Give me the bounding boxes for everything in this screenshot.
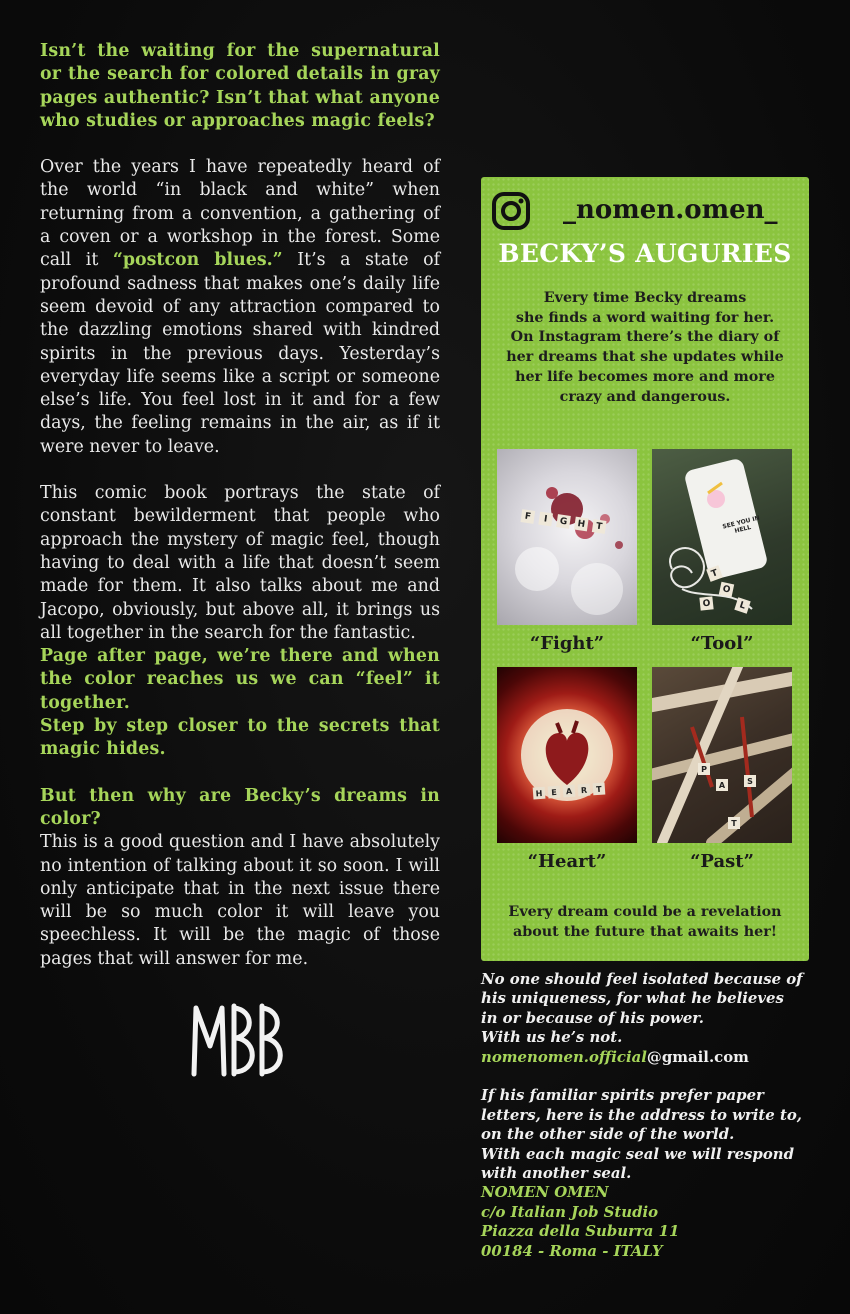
contact-line: With us he’s not. [481,1028,623,1047]
contact-line: his uniqueness, for what he believes [481,989,784,1008]
photo-past [652,667,792,843]
letter-tile: I [538,512,553,527]
caption-tool: “Tool” [690,633,754,654]
letter-tile: T [728,817,740,829]
panel-title: BECKY’S AUGURIES [498,239,792,268]
address-line: 00184 - Roma - ITALY [481,1241,663,1260]
address-line: c/o Italian Job Studio [481,1202,659,1221]
letter-tile: A [716,779,728,791]
caption-past: “Past” [690,851,754,872]
letter-tile: A [563,785,576,798]
paragraph-postcon: Over the years I have repeatedly heard of the world “in black and white” when returning from a convention, a gathering of a coven or a workshop in the forest. Some call it “postcon blues.” It’s a state of profound sadness that makes one’s daily life seem devoid of any attraction compared to the dazzling emotions shared with kindred spirits in the previous days. Yesterday’s everyday life seems like a script or someone else’s life. You feel lost in it and for a few days, the feeling remains in the air, as if it were never to leave. [40,157,441,457]
instagram-row [491,189,801,233]
contact-line: letters, here is the address to write to, [481,1105,802,1124]
contact-block [481,970,821,1261]
instagram-handle[interactable]: _nomen.omen_ [563,195,778,225]
instagram-icon[interactable] [491,191,531,231]
contact-line: on the other side of the world. [481,1125,735,1144]
becky-auguries-panel [481,177,809,961]
email-link[interactable]: nomenomen.official@gmail.com [481,1047,749,1066]
letter-tile: T [706,565,723,582]
postcon-blues-highlight: “postcon blues.” [112,250,283,271]
letter-tile: P [698,763,710,775]
highlight-page-after-page: Page after page, we’re there and when the color reaches us we can “feel” it together. [40,646,440,713]
paragraph-comic: This comic book portrays the state of constant bewilderment that people who approach the mystery of magic feel, though having to deal with a life that doesn’t seem made for them. It also talks about me and Jacopo, obviously, but above all, it brings us all together in the search for the fantastic. [40,483,440,643]
fight-photo-art [497,449,637,625]
letter-tile: H [574,517,589,532]
address-line: NOMEN OMEN [481,1183,609,1202]
signature-mbb [190,1000,290,1080]
paragraph-answer: This is a good question and I have absolutely no intention of talking about it so soon. I will only anticipate that in the next issue there will be so much color it will leave you speechless. It will be the magic of those pages that will answer for me. [40,832,440,969]
letter-tile: F [521,509,536,524]
letter-tile: S [744,775,756,787]
letter-tile: T [592,519,607,534]
letter-tile: O [699,596,713,610]
letter-tile: H [533,787,546,800]
caption-heart: “Heart” [527,851,607,872]
contact-line: No one should feel isolated because of [481,970,803,988]
photo-fight [497,449,637,625]
instagram-word: Instagram [538,329,622,346]
heart-photo-art [497,667,637,843]
address-line: Piazza della Suburra 11 [481,1222,680,1241]
letter-tile: E [548,786,561,799]
editorial-column [40,40,440,971]
phone-case-text: SEE YOU IN HELL [721,514,761,535]
question-highlight: But then why are Becky’s dreams in color? [40,785,440,829]
photo-tool [652,449,792,625]
letter-tile: L [734,597,750,613]
contact-line: With each magic seal we will respond [481,1144,795,1163]
caption-fight: “Fight” [529,633,605,654]
letter-tile: R [578,784,591,797]
tool-photo-art [652,449,792,625]
contact-line: with another seal. [481,1164,632,1183]
letter-tile: G [556,514,571,529]
panel-description: Every time Becky dreams she finds a word waiting for her. On Instagram there’s the diary of her dreams that she updates while her life becomes more and more crazy and dangerous. [506,290,784,405]
photo-heart [497,667,637,843]
intro-highlight: Isn’t the waiting for the supernatural or the search for colored details in gray pages authentic? Isn’t that what anyone who studies or approaches magic feels? [40,41,440,131]
contact-line: in or because of his power. [481,1008,704,1027]
past-photo-art [652,667,792,843]
letter-tile: O [719,582,734,597]
panel-footer: Every dream could be a revelation about the future that awaits her! [508,904,782,940]
letter-tile: T [593,783,606,796]
highlight-step-by-step: Step by step closer to the secrets that magic hides. [40,716,440,760]
contact-line: If his familiar spirits prefer paper [481,1086,764,1105]
